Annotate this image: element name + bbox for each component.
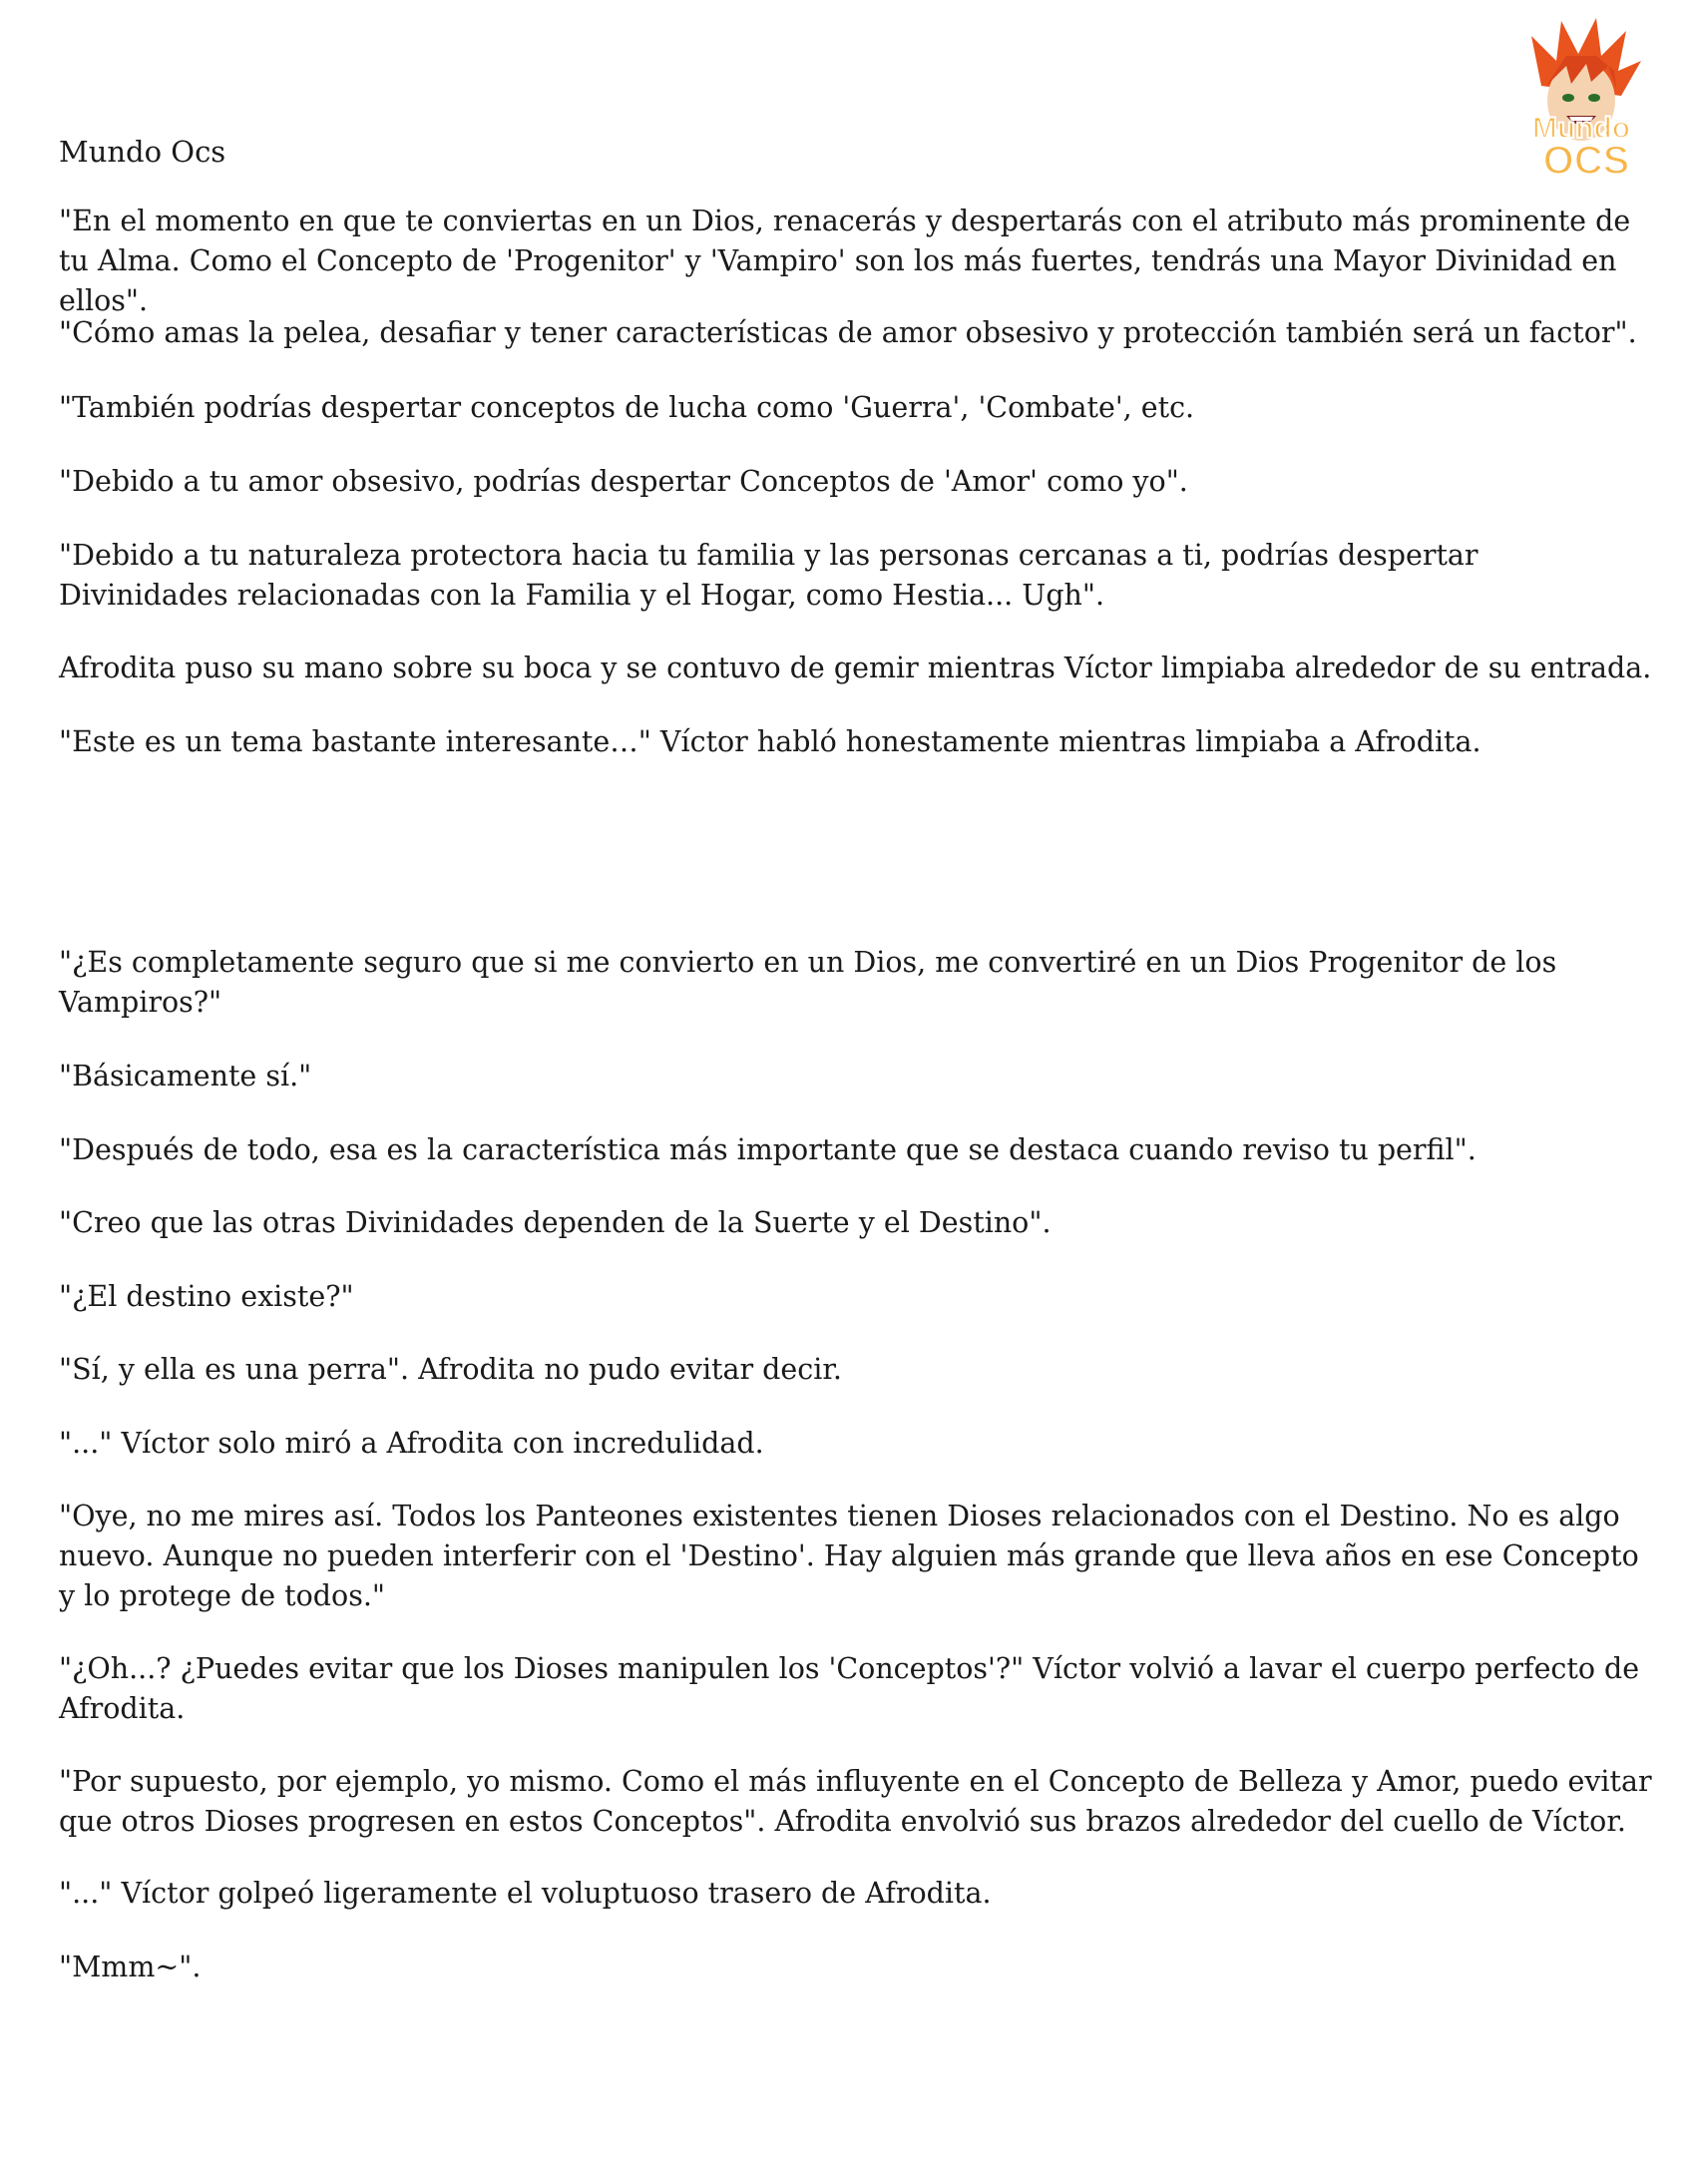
paragraph: "Debido a tu amor obsesivo, podrías despertar Conceptos de 'Amor' como yo". <box>59 465 1188 498</box>
paragraph: "Sí, y ella es una perra". Afrodita no pudo evitar decir. <box>59 1353 842 1386</box>
paragraph: "Cómo amas la pelea, desafiar y tener características de amor obsesivo y protección también será un factor". <box>59 316 1637 349</box>
paragraph: "También podrías despertar conceptos de lucha como 'Guerra', 'Combate', etc. <box>59 391 1195 424</box>
paragraph: "En el momento en que te conviertas en un Dios, renacerás y despertarás con el atributo más prominente de tu Alma. Como el Concepto de 'Progenitor' y 'Vampiro' son los más fuertes, tendrás una Mayor Divinidad en ellos". <box>59 205 1631 317</box>
mundo-ocs-logo <box>1496 16 1666 181</box>
logo-text-mundo: Mundo <box>1531 112 1631 145</box>
paragraph: "..." Víctor solo miró a Afrodita con incredulidad. <box>59 1427 764 1460</box>
paragraph: Afrodita puso su mano sobre su boca y se contuvo de gemir mientras Víctor limpiaba alrededor de su entrada. <box>59 652 1652 684</box>
paragraph: "Después de todo, esa es la característica más importante que se destaca cuando reviso tu perfil". <box>59 1133 1477 1166</box>
paragraph: "Por supuesto, por ejemplo, yo mismo. Como el más influyente en el Concepto de Belleza y Amor, puedo evitar que otros Dioses progresen en estos Conceptos". Afrodita envolvió sus brazos alrededor del cuello de Víctor. <box>59 1765 1652 1838</box>
document-header: Mundo Ocs <box>59 135 226 169</box>
paragraph: "Básicamente sí." <box>59 1060 312 1092</box>
paragraph: "¿Oh...? ¿Puedes evitar que los Dioses manipulen los 'Conceptos'?" Víctor volvió a lavar el cuerpo perfecto de Afrodita. <box>59 1652 1640 1725</box>
paragraph: "Mmm~". <box>59 1951 202 1983</box>
paragraph: "Este es un tema bastante interesante…" Víctor habló honestamente mientras limpiaba a Afrodita. <box>59 725 1481 758</box>
paragraph: "Creo que las otras Divinidades dependen de la Suerte y el Destino". <box>59 1206 1052 1239</box>
paragraph: "Oye, no me mires así. Todos los Panteones existentes tienen Dioses relacionados con el Destino. No es algo nuevo. Aunque no pueden interferir con el 'Destino'. Hay alguien más grande que lleva años en ese Concepto y lo protege de todos." <box>59 1500 1639 1612</box>
paragraph: "Debido a tu naturaleza protectora hacia tu familia y las personas cercanas a ti, podrías despertar Divinidades relacionadas con la Familia y el Hogar, como Hestia... Ugh". <box>59 539 1478 612</box>
paragraph: "..." Víctor golpeó ligeramente el voluptuoso trasero de Afrodita. <box>59 1877 992 1910</box>
paragraph: "¿El destino existe?" <box>59 1280 354 1313</box>
paragraph: "¿Es completamente seguro que si me convierto en un Dios, me convertiré en un Dios Progenitor de los Vampiros?" <box>59 946 1557 1019</box>
logo-text-ocs: OCS <box>1542 139 1630 181</box>
